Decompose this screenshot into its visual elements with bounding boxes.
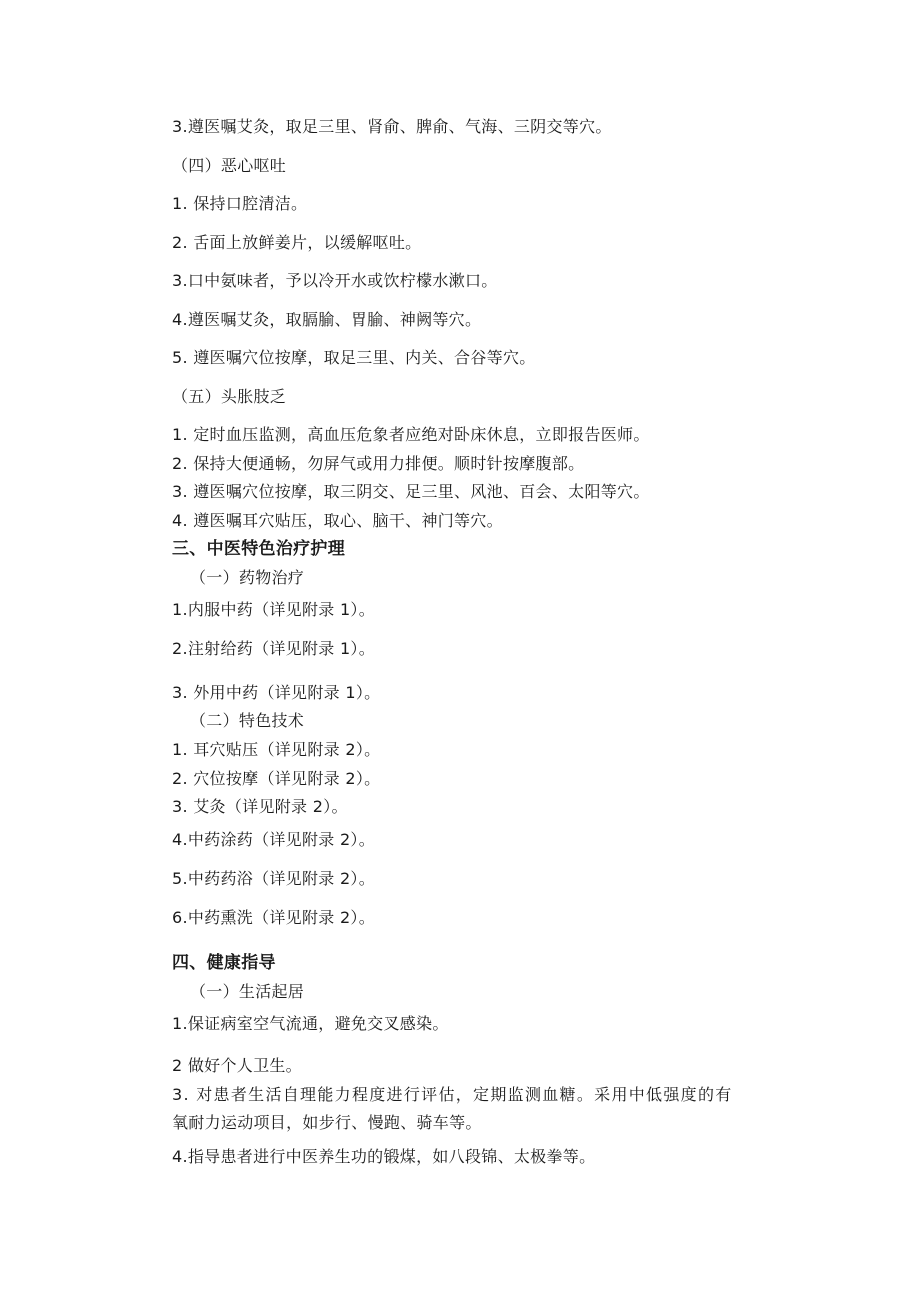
- subsection-heading: （一）药物治疗: [190, 568, 305, 587]
- text-line: 6.中药熏洗（详见附录 2）。: [172, 908, 376, 927]
- text-line: 2. 穴位按摩（详见附录 2）。: [172, 769, 381, 788]
- text-line: 2. 舌面上放鲜姜片，以缓解呕吐。: [172, 233, 422, 252]
- text-line: 2. 保持大便通畅，勿屏气或用力排便。顺时针按摩腹部。: [172, 454, 585, 473]
- text-line: 4.中药涂药（详见附录 2）。: [172, 830, 376, 849]
- text-line: 1.内服中药（详见附录 1）。: [172, 600, 376, 619]
- text-line: 氧耐力运动项目，如步行、慢跑、骑车等。: [172, 1113, 482, 1132]
- text-line: 3. 艾灸（详见附录 2）。: [172, 797, 348, 816]
- text-line: 3. 外用中药（详见附录 1）。: [172, 683, 381, 702]
- text-line: 1.保证病室空气流通，避免交叉感染。: [172, 1014, 449, 1033]
- text-line: 2 做好个人卫生。: [172, 1056, 302, 1075]
- subsection-heading: （四）恶心呕吐: [172, 156, 287, 175]
- text-line: 4. 遵医嘱耳穴贴压，取心、脑干、神门等穴。: [172, 511, 503, 530]
- text-line: 1. 耳穴贴压（详见附录 2）。: [172, 740, 381, 759]
- text-line: 3. 遵医嘱穴位按摩，取三阴交、足三里、风池、百会、太阳等穴。: [172, 482, 650, 501]
- text-line: 1. 定时血压监测，高血压危象者应绝对卧床休息，立即报告医师。: [172, 425, 650, 444]
- subsection-heading: （五）头胀肢乏: [172, 387, 287, 406]
- section-heading: 四、健康指导: [172, 953, 276, 973]
- subsection-heading: （二）特色技术: [190, 711, 305, 730]
- section-heading: 三、中医特色治疗护理: [172, 539, 345, 559]
- text-line: 2.注射给药（详见附录 1）。: [172, 639, 376, 658]
- text-line: 5.中药药浴（详见附录 2）。: [172, 869, 376, 888]
- subsection-heading: （一）生活起居: [190, 982, 305, 1001]
- text-line: 4.指导患者进行中医养生功的锻煤，如八段锦、太极拳等。: [172, 1147, 596, 1166]
- text-line: 3.口中氨味者，予以冷开水或饮柠檬水漱口。: [172, 271, 498, 290]
- text-line: 3. 对患者生活自理能力程度进行评估，定期监测血糖。采用中低强度的有: [172, 1085, 733, 1104]
- text-line: 1. 保持口腔清洁。: [172, 194, 308, 213]
- text-line: 3.遵医嘱艾灸，取足三里、肾俞、脾俞、气海、三阴交等穴。: [172, 117, 612, 136]
- text-line: 5. 遵医嘱穴位按摩，取足三里、内关、合谷等穴。: [172, 348, 536, 367]
- text-line: 4.遵医嘱艾灸，取膈腧、胃腧、神阙等穴。: [172, 310, 482, 329]
